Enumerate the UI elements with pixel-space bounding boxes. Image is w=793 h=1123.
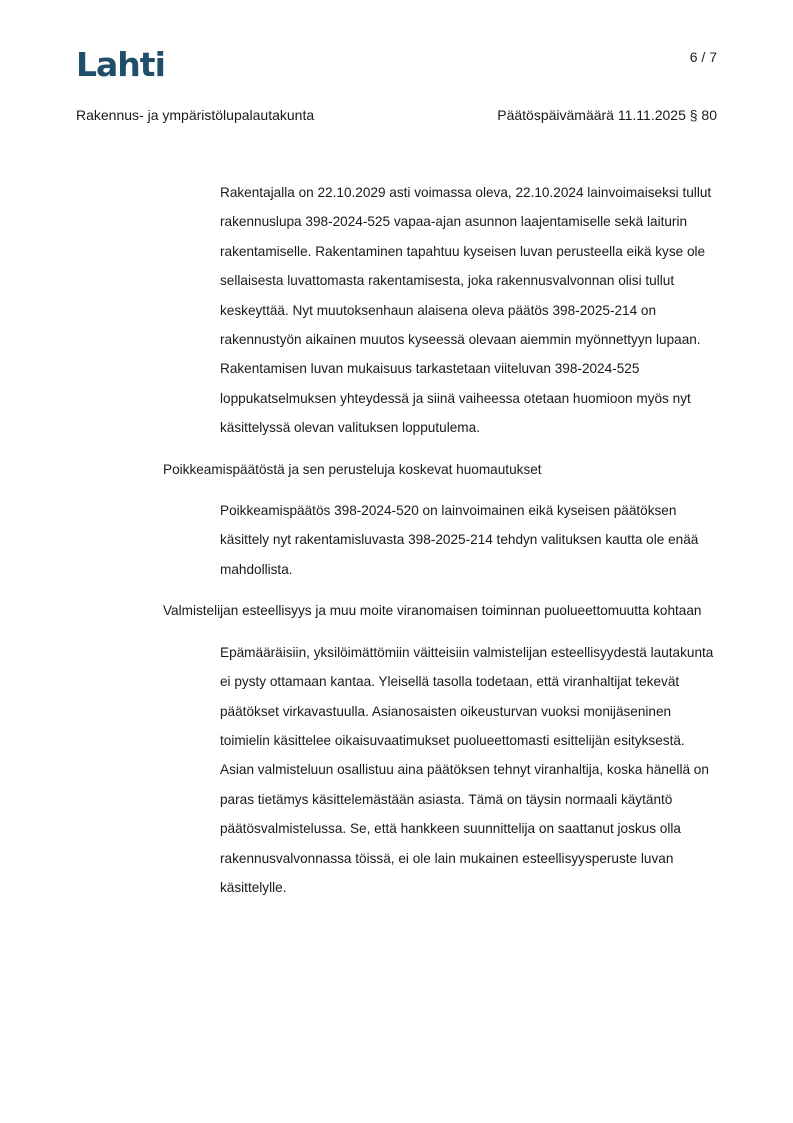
paragraph-building-permit: Rakentajalla on 22.10.2029 asti voimassa oleva, 22.10.2024 lainvoimaiseksi tullut rakennuslupa 398-2024-525 vapaa-ajan asunnon laajentamiselle sekä laiturin rakentamiselle. Rakentaminen tapahtuu kyseisen luvan perusteella eikä kyse ole sellaisesta luvattomasta rakentamisesta, joka rakennusvalvonnan olisi tullut keskeyttää. Nyt muutoksenhaun alaisena oleva päätös 398-2025-214 on rakennustyön aikainen muutos kyseessä olevaan aiemmin myönnettyyn lupaan. Rakentamisen luvan mukaisuus tarkastetaan viiteluvan 398-2024-525 loppukatselmuksen yhteydessä ja siinä vaiheessa otetaan huomioon myös nyt käsittelyssä olevan valituksen lopputulema. [220,185,712,436]
section-heading-preparer-disqualification: Valmistelijan esteellisyys ja muu moite viranomaisen toiminnan puolueettomuutta kohtaan [163,603,702,619]
section-heading-deviation-decision: Poikkeamispäätöstä ja sen perusteluja koskevat huomautukset [163,461,542,477]
paragraph-deviation-decision: Poikkeamispäätös 398-2024-520 on lainvoimainen eikä kyseisen päätöksen käsittely nyt rakentamisluvasta 398-2025-214 tehdyn valituksen kautta ole enää mahdollista. [220,503,699,577]
paragraph-preparer-disqualification: Epämääräisiin, yksilöimättömiin väitteisiin valmistelijan esteellisyydestä lautakunta ei pysty ottamaan kantaa. Yleisellä tasolla todetaan, että viranhaltijat tekevät päätökset virkavastuulla. Asianosaisten oikeusturvan vuoksi monijäseninen toimielin käsittelee oikaisuvaatimukset puolueettomasti esittelijän esityksestä. Asian valmisteluun osallistuu aina päätöksen tehnyt viranhaltija, koska hänellä on paras tietämys käsittelemästään asiasta. Tämä on täysin normaali käytäntö päätösvalmistelussa. Se, että hankkeen suunnittelija on saattanut joskus olla rakennusvalvonnassa töissä, ei ole lain mukainen esteellisyysperuste luvan käsittelylle. [220,644,714,895]
decision-date: Päätöspäivämäärä 11.11.2025 § 80 [497,107,717,123]
committee-name: Rakennus- ja ympäristölupalautakunta [76,107,315,123]
document-body [0,178,793,902]
page-number: 6 / 7 [689,49,717,65]
lahti-logo: Lahti [76,45,165,84]
